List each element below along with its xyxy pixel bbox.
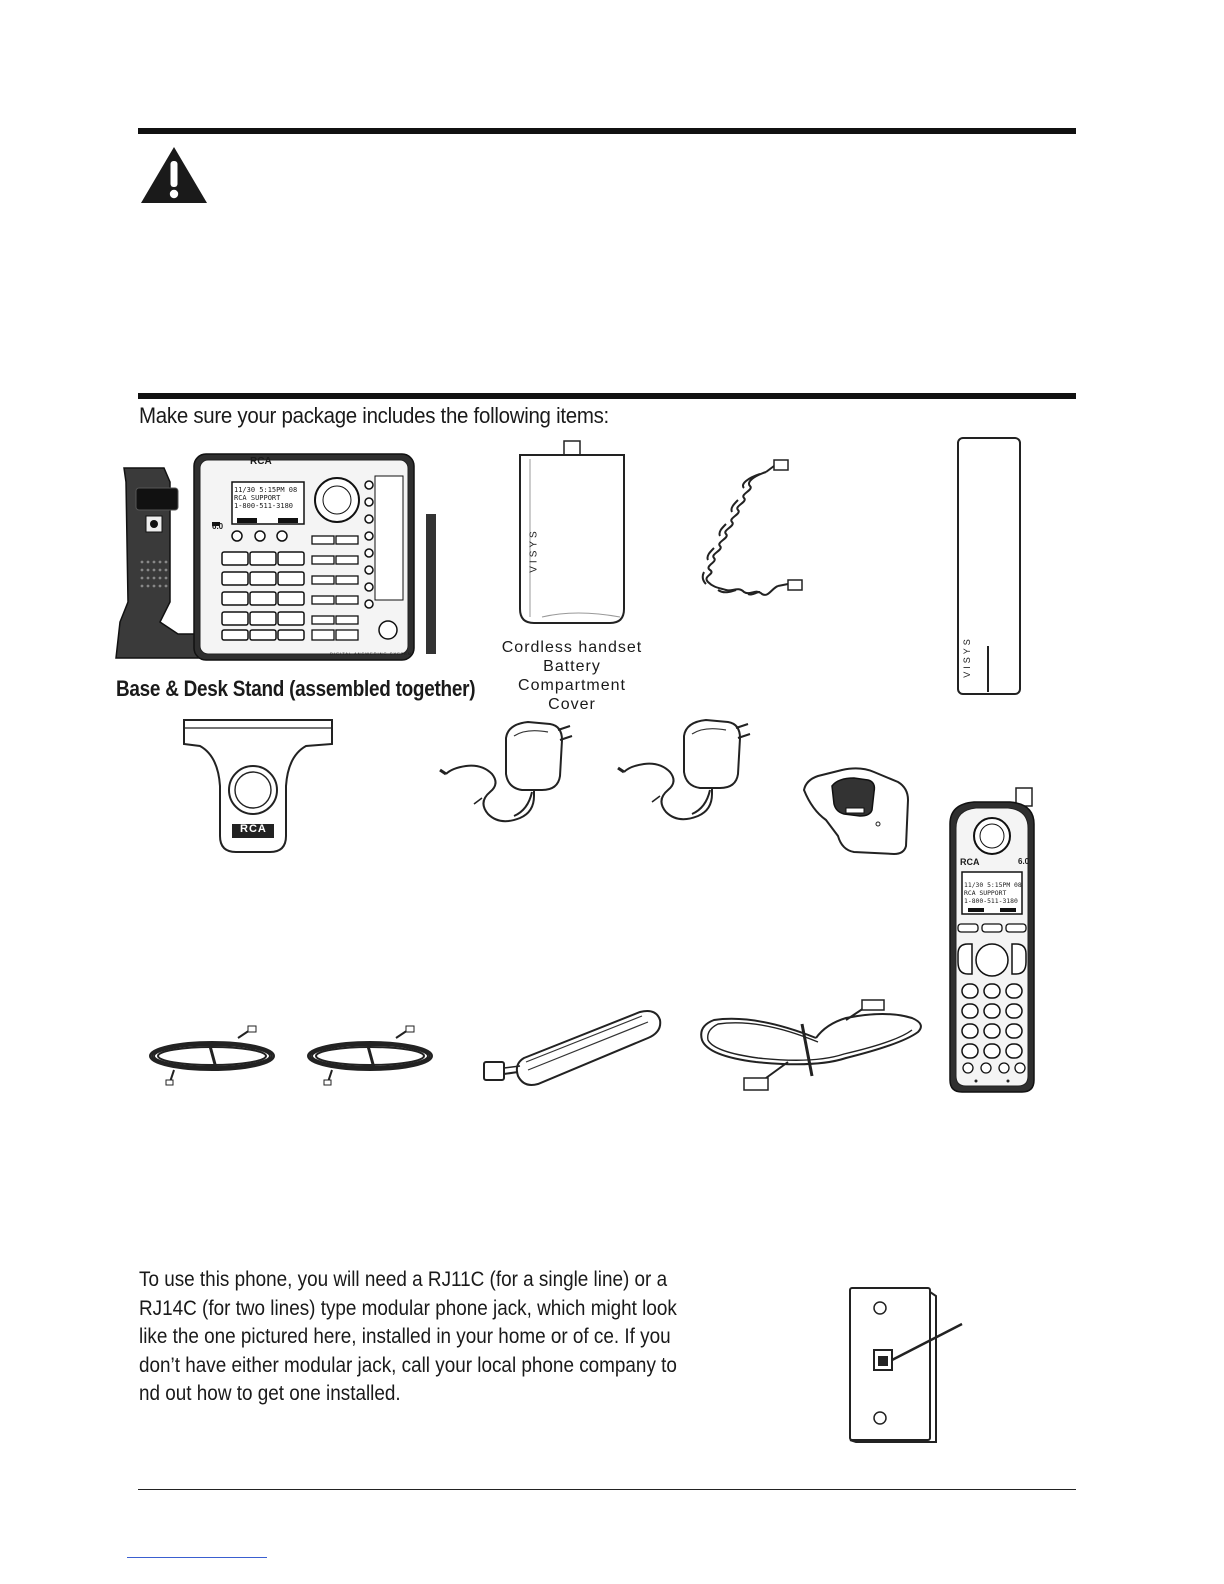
battery-pack-illustration bbox=[480, 1004, 664, 1086]
base-screen-line2: RCA SUPPORT bbox=[234, 494, 281, 502]
paragraph-line1: To use this phone, you will need a RJ11C (for a single line) or a bbox=[139, 1268, 668, 1291]
battery-cover-caption-line3: Compartment bbox=[518, 677, 626, 694]
handset-screen-line2: RCA SUPPORT bbox=[964, 889, 1007, 897]
base-caption: Base & Desk Stand (assembled together) bbox=[116, 676, 476, 701]
base-screen-line3: 1-800-511-3180 bbox=[234, 502, 294, 510]
handset-version-label: 6.0 bbox=[1018, 857, 1030, 866]
charging-cradle-illustration bbox=[802, 766, 912, 856]
paragraph-line5: nd out how to get one installed. bbox=[139, 1382, 401, 1405]
desk-stand-brand: RCA bbox=[240, 823, 267, 835]
network-cable-illustration bbox=[696, 996, 926, 1100]
cordless-handset-illustration bbox=[946, 784, 1038, 1096]
section-rule-top bbox=[138, 128, 1076, 134]
footer-rule bbox=[138, 1489, 1076, 1490]
warning-triangle-icon bbox=[139, 145, 209, 205]
section-rule-parts bbox=[138, 393, 1076, 399]
base-screen-line1: 11/30 5:15PM 08 bbox=[234, 486, 298, 494]
wall-jack-illustration bbox=[846, 1284, 970, 1444]
base-brand-label: RCA bbox=[250, 456, 272, 467]
ac-adapter-1-illustration bbox=[438, 714, 578, 830]
base-screen bbox=[234, 486, 297, 510]
base-unit-illustration bbox=[112, 452, 442, 664]
base-version-label: 6.0 bbox=[212, 522, 224, 531]
footer-link-underline[interactable] bbox=[127, 1557, 267, 1558]
battery-cover-caption-line4: Cover bbox=[548, 696, 596, 713]
line-cord-1-illustration bbox=[146, 1024, 280, 1086]
package-intro-text: Make sure your package includes the following items: bbox=[139, 403, 609, 428]
paragraph-line3: like the one pictured here, installed in your home or of ce. If you bbox=[139, 1325, 671, 1348]
handset-back-logo: VISYS bbox=[961, 636, 972, 678]
battery-cover-logo: VISYS bbox=[528, 528, 540, 573]
base-footer-text: DIGITAL ANSWERING SYSTEM bbox=[330, 651, 413, 656]
handset-brand-label: RCA bbox=[960, 857, 980, 867]
handset-screen-line1: 11/30 5:15PM 08 bbox=[964, 881, 1022, 889]
coiled-cord-illustration bbox=[690, 456, 820, 606]
paragraph-line4: don’t have either modular jack, call your local phone company to bbox=[139, 1353, 677, 1377]
battery-cover-caption bbox=[492, 638, 652, 714]
battery-cover-caption-line2: Battery bbox=[543, 658, 601, 675]
ac-adapter-2-illustration bbox=[616, 712, 756, 828]
desk-stand-illustration bbox=[180, 716, 336, 856]
handset-screen bbox=[964, 881, 1022, 905]
line-cord-2-illustration bbox=[304, 1024, 438, 1086]
handset-screen-line3: 1-800-511-3180 bbox=[964, 897, 1018, 905]
phone-jack-paragraph bbox=[139, 1266, 677, 1409]
battery-cover-caption-line1: Cordless handset bbox=[501, 639, 643, 656]
paragraph-line2: RJ14C (for two lines) type modular phone jack, which might look bbox=[139, 1296, 677, 1320]
